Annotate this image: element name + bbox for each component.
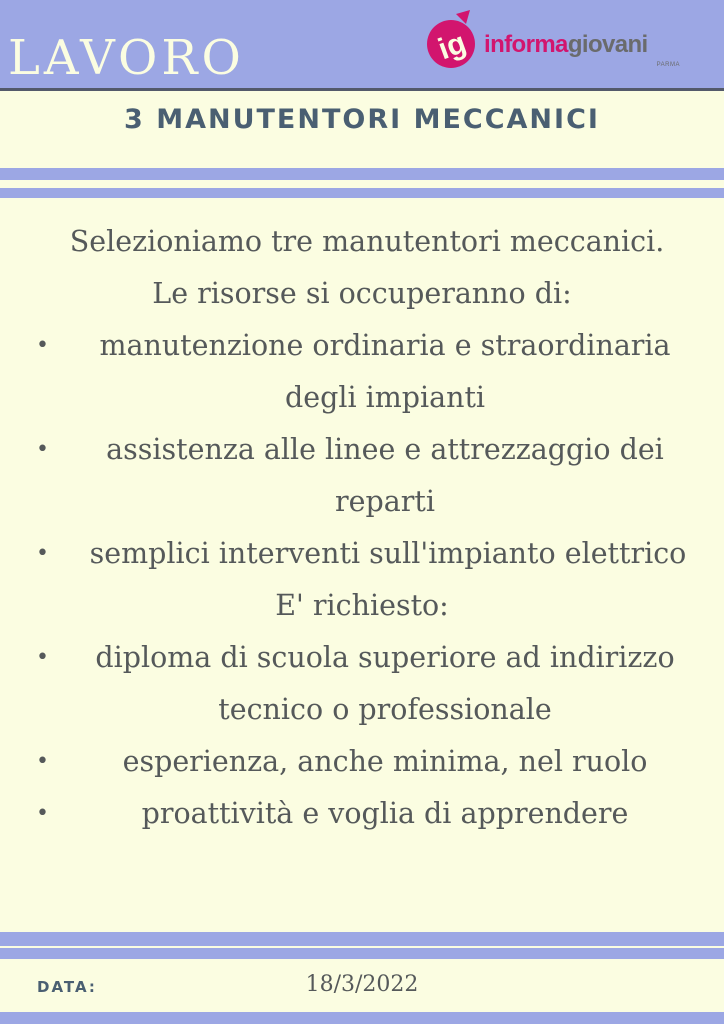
list-item: [0, 632, 724, 736]
list-item-line: assistenza alle linee e attrezzaggio dei: [106, 433, 664, 466]
bullet-icon: •: [36, 749, 49, 774]
svg-text:ig: ig: [433, 26, 471, 67]
list-item: [0, 528, 724, 580]
list-item-line: reparti: [335, 485, 435, 518]
list-item-line: proattività e voglia di apprendere: [141, 797, 629, 830]
logo-city-text: PARMA: [656, 62, 680, 68]
date-value: 18/3/2022: [305, 972, 419, 997]
footer-stripe: [0, 1012, 724, 1024]
list-item: [0, 320, 724, 424]
bullet-icon: •: [36, 333, 49, 358]
date-label: DATA:: [37, 978, 97, 996]
list-item-line: esperienza, anche minima, nel ruolo: [122, 745, 648, 778]
list-item: [0, 736, 724, 788]
footer: [0, 962, 724, 1010]
bottom-stripe-1: [0, 932, 724, 946]
informagiovani-logo: [426, 10, 698, 76]
header-divider: [0, 88, 724, 91]
list-item-line: tecnico o professionale: [218, 693, 552, 726]
top-stripe-1: [0, 168, 724, 180]
requirements-heading: E' richiesto:: [275, 589, 449, 622]
header-band: [0, 0, 724, 88]
logo-wordmark: [484, 30, 648, 60]
intro-text: Selezioniamo tre manutentori meccanici.: [69, 225, 665, 258]
logo-giovani-text: giovani: [567, 31, 648, 58]
list-item-line: manutenzione ordinaria e straordinaria: [99, 329, 671, 362]
list-item-line: degli impianti: [284, 381, 486, 414]
top-stripe-2: [0, 188, 724, 198]
bullet-icon: •: [36, 541, 49, 566]
bullet-icon: •: [36, 801, 49, 826]
list-item: [0, 788, 724, 840]
bullet-icon: •: [36, 437, 49, 462]
page-title: LAVORO: [8, 30, 245, 86]
ig-logo-icon: [426, 10, 482, 72]
tasks-heading: Le risorse si occuperanno di:: [152, 277, 572, 310]
list-item-line: diploma di scuola superiore ad indirizzo: [95, 641, 675, 674]
bottom-stripe-2: [0, 948, 724, 959]
job-title: 3 MANUTENTORI MECCANICI: [124, 104, 600, 135]
bullet-icon: •: [36, 645, 49, 670]
logo-informa-text: informa: [484, 31, 568, 58]
job-description: [0, 216, 724, 840]
list-item: [0, 424, 724, 528]
list-item-line: semplici interventi sull'impianto elettrico: [89, 537, 687, 570]
